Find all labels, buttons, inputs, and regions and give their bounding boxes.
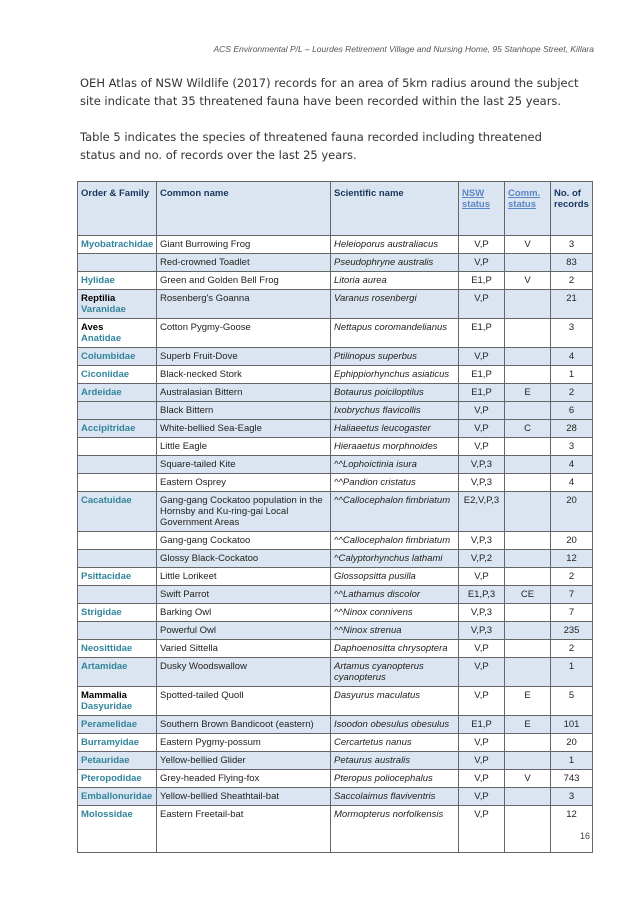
family-label: Ciconiidae: [81, 369, 130, 380]
order-family-cell: [78, 254, 157, 272]
records-cell: 20: [551, 492, 593, 532]
table-row: [78, 492, 593, 532]
common-name-cell: Dusky Woodswallow: [157, 658, 331, 687]
scientific-name-cell: ^^Callocephalon fimbriatum: [331, 492, 459, 532]
order-family-cell: [78, 456, 157, 474]
nsw-status-cell: V,P: [459, 254, 505, 272]
common-name-cell: Grey-headed Flying-fox: [157, 770, 331, 788]
nsw-status-cell: V,P,3: [459, 622, 505, 640]
comm-status-cell: E: [505, 384, 551, 402]
order-family-cell: [78, 806, 157, 853]
records-cell: 3: [551, 788, 593, 806]
comm-status-cell: [505, 734, 551, 752]
family-label: Artamidae: [81, 661, 128, 672]
nsw-status-cell: V,P: [459, 806, 505, 853]
nsw-status-cell: V,P,3: [459, 604, 505, 622]
running-header: ACS Environmental P/L – Lourdes Retirement Village and Nursing Home, 95 Stanhope Street, Killara: [213, 44, 594, 54]
family-label: Emballonuridae: [81, 791, 153, 802]
records-cell: 28: [551, 420, 593, 438]
comm-status-cell: E: [505, 716, 551, 734]
common-name-cell: Swift Parrot: [157, 586, 331, 604]
scientific-name-cell: Artamus cyanopterus cyanopterus: [331, 658, 459, 687]
table-row: [78, 474, 593, 492]
table-header-row: [78, 182, 593, 236]
common-name-cell: Yellow-bellied Sheathtail-bat: [157, 788, 331, 806]
records-cell: 83: [551, 254, 593, 272]
family-label: Petauridae: [81, 755, 130, 766]
comm-status-cell: [505, 604, 551, 622]
table-row: [78, 716, 593, 734]
records-cell: 2: [551, 568, 593, 586]
scientific-name-cell: ^^Lophoictinia isura: [331, 456, 459, 474]
class-label: Reptilia: [81, 293, 116, 304]
comm-status-cell: [505, 254, 551, 272]
comm-status-cell: [505, 568, 551, 586]
order-family-cell: [78, 384, 157, 402]
order-family-cell: [78, 474, 157, 492]
comm-status-cell: [505, 640, 551, 658]
common-name-cell: Little Lorikeet: [157, 568, 331, 586]
scientific-name-cell: Petaurus australis: [331, 752, 459, 770]
table-row: [78, 788, 593, 806]
header-nsw-status-link[interactable]: NSW status: [459, 182, 505, 236]
records-cell: 4: [551, 348, 593, 366]
order-family-cell: [78, 366, 157, 384]
order-family-cell: [78, 687, 157, 716]
common-name-cell: Cotton Pygmy-Goose: [157, 319, 331, 348]
nsw-status-cell: V,P: [459, 658, 505, 687]
order-family-cell: [78, 272, 157, 290]
family-label: Molossidae: [81, 809, 133, 820]
common-name-cell: Eastern Pygmy-possum: [157, 734, 331, 752]
common-name-cell: Gang-gang Cockatoo population in the Hornsby and Ku-ring-gai Local Government Areas: [157, 492, 331, 532]
family-label: Myobatrachidae: [81, 239, 154, 250]
records-cell: 1: [551, 752, 593, 770]
nsw-status-cell: V,P: [459, 402, 505, 420]
nsw-status-cell: V,P: [459, 770, 505, 788]
nsw-status-cell: E1,P: [459, 319, 505, 348]
nsw-status-cell: E1,P: [459, 272, 505, 290]
comm-status-cell: [505, 366, 551, 384]
scientific-name-cell: Litoria aurea: [331, 272, 459, 290]
family-label: Peramelidae: [81, 719, 137, 730]
order-family-cell: [78, 658, 157, 687]
scientific-name-cell: Ephippiorhynchus asiaticus: [331, 366, 459, 384]
family-label: Neosittidae: [81, 643, 133, 654]
comm-status-cell: [505, 290, 551, 319]
order-family-cell: [78, 752, 157, 770]
records-cell: 20: [551, 532, 593, 550]
table-row: [78, 604, 593, 622]
nsw-status-cell: V,P,3: [459, 532, 505, 550]
header-order-family: Order & Family: [78, 182, 157, 236]
common-name-cell: Barking Owl: [157, 604, 331, 622]
nsw-status-cell: V,P: [459, 687, 505, 716]
table-row: [78, 658, 593, 687]
table-row: [78, 319, 593, 348]
common-name-cell: Gang-gang Cockatoo: [157, 532, 331, 550]
nsw-status-cell: E1,P,3: [459, 586, 505, 604]
common-name-cell: Superb Fruit-Dove: [157, 348, 331, 366]
common-name-cell: Yellow-bellied Glider: [157, 752, 331, 770]
records-cell: 5: [551, 687, 593, 716]
header-comm-status-link[interactable]: Comm. status: [505, 182, 551, 236]
nsw-status-cell: V,P: [459, 438, 505, 456]
nsw-status-cell: V,P: [459, 734, 505, 752]
comm-status-cell: [505, 806, 551, 853]
scientific-name-cell: Mormopterus norfolkensis: [331, 806, 459, 853]
family-label: Accipitridae: [81, 423, 136, 434]
order-family-cell: [78, 586, 157, 604]
comm-status-cell: V: [505, 236, 551, 254]
family-label: Burramyidae: [81, 737, 140, 748]
class-label: Mammalia: [81, 690, 127, 701]
records-cell: 1: [551, 366, 593, 384]
order-family-cell: [78, 402, 157, 420]
order-family-cell: [78, 420, 157, 438]
common-name-cell: Black-necked Stork: [157, 366, 331, 384]
order-family-cell: [78, 640, 157, 658]
table-body: [78, 236, 593, 853]
common-name-cell: Green and Golden Bell Frog: [157, 272, 331, 290]
order-family-cell: [78, 438, 157, 456]
nsw-status-cell: V,P: [459, 568, 505, 586]
records-cell: 3: [551, 438, 593, 456]
comm-status-cell: V: [505, 272, 551, 290]
scientific-name-cell: ^^Pandion cristatus: [331, 474, 459, 492]
records-cell: 2: [551, 272, 593, 290]
table-row: [78, 586, 593, 604]
table-row: [78, 640, 593, 658]
comm-status-cell: E: [505, 687, 551, 716]
order-family-cell: [78, 290, 157, 319]
scientific-name-cell: Pseudophryne australis: [331, 254, 459, 272]
family-label: Hylidae: [81, 275, 115, 286]
scientific-name-cell: ^^Ninox connivens: [331, 604, 459, 622]
records-cell: 235: [551, 622, 593, 640]
scientific-name-cell: Nettapus coromandelianus: [331, 319, 459, 348]
nsw-status-cell: V,P: [459, 640, 505, 658]
comm-status-cell: [505, 622, 551, 640]
table-row: [78, 752, 593, 770]
scientific-name-cell: Dasyurus maculatus: [331, 687, 459, 716]
records-cell: 3: [551, 319, 593, 348]
family-label: Columbidae: [81, 351, 136, 362]
nsw-status-cell: V,P: [459, 788, 505, 806]
table-row: [78, 254, 593, 272]
family-label: Anatidae: [81, 333, 122, 344]
scientific-name-cell: Pteropus poliocephalus: [331, 770, 459, 788]
order-family-cell: [78, 236, 157, 254]
nsw-status-cell: V,P: [459, 752, 505, 770]
family-label: Psittacidae: [81, 571, 132, 582]
comm-status-cell: [505, 456, 551, 474]
family-label: Pteropodidae: [81, 773, 142, 784]
records-cell: 101: [551, 716, 593, 734]
common-name-cell: Giant Burrowing Frog: [157, 236, 331, 254]
records-cell: 12: [551, 806, 593, 853]
scientific-name-cell: ^^Lathamus discolor: [331, 586, 459, 604]
order-family-cell: [78, 788, 157, 806]
comm-status-cell: [505, 438, 551, 456]
table-row: [78, 770, 593, 788]
table-row: [78, 366, 593, 384]
nsw-status-cell: V,P,2: [459, 550, 505, 568]
records-cell: 743: [551, 770, 593, 788]
family-label: Varanidae: [81, 304, 126, 315]
table-row: [78, 734, 593, 752]
comm-status-cell: V: [505, 770, 551, 788]
table-row: [78, 568, 593, 586]
common-name-cell: Little Eagle: [157, 438, 331, 456]
common-name-cell: Eastern Osprey: [157, 474, 331, 492]
nsw-status-cell: V,P,3: [459, 456, 505, 474]
common-name-cell: Rosenberg's Goanna: [157, 290, 331, 319]
scientific-name-cell: Saccolaimus flaviventris: [331, 788, 459, 806]
common-name-cell: Eastern Freetail-bat: [157, 806, 331, 853]
comm-status-cell: [505, 550, 551, 568]
scientific-name-cell: Daphoenositta chrysoptera: [331, 640, 459, 658]
class-label: Aves: [81, 322, 104, 333]
table-row: [78, 402, 593, 420]
table-row: [78, 438, 593, 456]
common-name-cell: White-bellied Sea-Eagle: [157, 420, 331, 438]
nsw-status-cell: E2,V,P,3: [459, 492, 505, 532]
header-scientific-name: Scientific name: [331, 182, 459, 236]
comm-status-cell: [505, 532, 551, 550]
order-family-cell: [78, 770, 157, 788]
nsw-status-cell: V,P: [459, 236, 505, 254]
common-name-cell: Black Bittern: [157, 402, 331, 420]
nsw-status-cell: V,P: [459, 290, 505, 319]
order-family-cell: [78, 319, 157, 348]
table-row: [78, 420, 593, 438]
common-name-cell: Southern Brown Bandicoot (eastern): [157, 716, 331, 734]
records-cell: 6: [551, 402, 593, 420]
table-row: [78, 532, 593, 550]
records-cell: 4: [551, 474, 593, 492]
scientific-name-cell: Glossopsitta pusilla: [331, 568, 459, 586]
order-family-cell: [78, 550, 157, 568]
page-number: 16: [579, 831, 590, 841]
comm-status-cell: [505, 402, 551, 420]
family-label: Strigidae: [81, 607, 122, 618]
comm-status-cell: [505, 348, 551, 366]
comm-status-cell: CE: [505, 586, 551, 604]
records-cell: 1: [551, 658, 593, 687]
table-row: [78, 456, 593, 474]
records-cell: 21: [551, 290, 593, 319]
nsw-status-cell: V,P: [459, 348, 505, 366]
table-row: [78, 272, 593, 290]
order-family-cell: [78, 734, 157, 752]
comm-status-cell: [505, 474, 551, 492]
scientific-name-cell: Ixobrychus flavicollis: [331, 402, 459, 420]
comm-status-cell: C: [505, 420, 551, 438]
common-name-cell: Australasian Bittern: [157, 384, 331, 402]
scientific-name-cell: ^^Ninox strenua: [331, 622, 459, 640]
scientific-name-cell: Heleioporus australiacus: [331, 236, 459, 254]
records-cell: 4: [551, 456, 593, 474]
records-cell: 7: [551, 604, 593, 622]
comm-status-cell: [505, 492, 551, 532]
scientific-name-cell: Botaurus poiciloptilus: [331, 384, 459, 402]
scientific-name-cell: ^Calyptorhynchus lathami: [331, 550, 459, 568]
records-cell: 7: [551, 586, 593, 604]
table-row: [78, 622, 593, 640]
family-label: Ardeidae: [81, 387, 122, 398]
common-name-cell: Red-crowned Toadlet: [157, 254, 331, 272]
table-row: [78, 348, 593, 366]
records-cell: 2: [551, 384, 593, 402]
table-intro-paragraph: Table 5 indicates the species of threatened fauna recorded including threatened status and no. of records over the last 25 years.: [80, 130, 542, 162]
order-family-cell: [78, 492, 157, 532]
table-row: [78, 384, 593, 402]
records-cell: 20: [551, 734, 593, 752]
comm-status-cell: [505, 788, 551, 806]
comm-status-cell: [505, 752, 551, 770]
header-common-name: Common name: [157, 182, 331, 236]
nsw-status-cell: V,P: [459, 420, 505, 438]
order-family-cell: [78, 532, 157, 550]
scientific-name-cell: ^^Callocephalon fimbriatum: [331, 532, 459, 550]
table-row: [78, 290, 593, 319]
table-row: [78, 806, 593, 853]
records-cell: 2: [551, 640, 593, 658]
scientific-name-cell: Ptilinopus superbus: [331, 348, 459, 366]
order-family-cell: [78, 568, 157, 586]
table-row: [78, 550, 593, 568]
common-name-cell: Varied Sittella: [157, 640, 331, 658]
family-label: Cacatuidae: [81, 495, 132, 506]
scientific-name-cell: Hieraaetus morphnoides: [331, 438, 459, 456]
header-no-of-records: No. of records: [551, 182, 593, 236]
comm-status-cell: [505, 319, 551, 348]
common-name-cell: Square-tailed Kite: [157, 456, 331, 474]
records-cell: 12: [551, 550, 593, 568]
common-name-cell: Glossy Black-Cockatoo: [157, 550, 331, 568]
nsw-status-cell: E1,P: [459, 716, 505, 734]
nsw-status-cell: V,P,3: [459, 474, 505, 492]
comm-status-cell: [505, 658, 551, 687]
intro-paragraph: OEH Atlas of NSW Wildlife (2017) records for an area of 5km radius around the subject site indicate that 35 threatened fauna have been recorded within the last 25 years.: [80, 76, 579, 108]
order-family-cell: [78, 622, 157, 640]
scientific-name-cell: Haliaeetus leucogaster: [331, 420, 459, 438]
order-family-cell: [78, 348, 157, 366]
common-name-cell: Spotted-tailed Quoll: [157, 687, 331, 716]
nsw-status-cell: E1,P: [459, 384, 505, 402]
order-family-cell: [78, 604, 157, 622]
common-name-cell: Powerful Owl: [157, 622, 331, 640]
threatened-fauna-table: [77, 181, 593, 853]
scientific-name-cell: Isoodon obesulus obesulus: [331, 716, 459, 734]
nsw-status-cell: E1,P: [459, 366, 505, 384]
table-row: [78, 687, 593, 716]
family-label: Dasyuridae: [81, 701, 133, 712]
scientific-name-cell: Cercartetus nanus: [331, 734, 459, 752]
order-family-cell: [78, 716, 157, 734]
scientific-name-cell: Varanus rosenbergi: [331, 290, 459, 319]
table-row: [78, 236, 593, 254]
records-cell: 3: [551, 236, 593, 254]
